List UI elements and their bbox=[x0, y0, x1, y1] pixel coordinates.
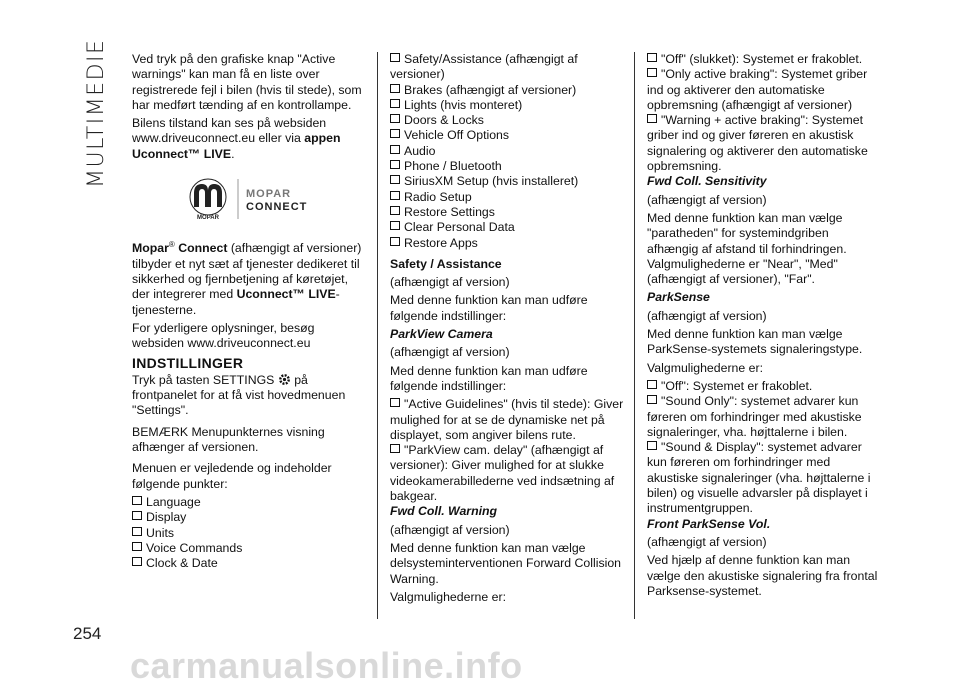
bullet-box-icon bbox=[132, 511, 142, 520]
list-item: "Sound & Display": systemet advarer kun føreren om forhindringer med akustiske signaleringer (vha. højttalerne i bilen) og visuelle advarsler på displayet i instrumentgruppen. bbox=[647, 440, 871, 516]
subheading: ParkSense bbox=[647, 290, 710, 305]
bullet-box-icon bbox=[647, 53, 657, 62]
list-item: Voice Commands bbox=[132, 541, 362, 556]
column-divider bbox=[634, 52, 635, 619]
list-item: "Off" (slukket): Systemet er frakoblet. bbox=[647, 52, 882, 67]
list-item: Units bbox=[132, 526, 362, 541]
list-item: Phone / Bluetooth bbox=[390, 159, 625, 174]
paragraph: (afhængigt af version) bbox=[647, 308, 767, 323]
bullet-box-icon bbox=[390, 114, 400, 123]
bullet-box-icon bbox=[647, 395, 657, 404]
bullet-box-icon bbox=[647, 68, 657, 77]
bullet-box-icon bbox=[132, 527, 142, 536]
bullet-box-icon bbox=[647, 380, 657, 389]
list-item: Radio Setup bbox=[390, 190, 625, 205]
bullet-box-icon bbox=[647, 441, 657, 450]
column-2 bbox=[390, 52, 625, 608]
bullet-box-icon bbox=[390, 237, 400, 246]
paragraph: Bilens tilstand kan ses på websiden www.driveuconnect.eu eller via appen Uconnect™ LIVE. bbox=[132, 116, 341, 161]
paragraph: Mopar® Connect (afhængigt af versioner) tilbyder et nyt sæt af tjenester dedikeret til sikkerhed og fjernbetjening af køretøjet, der integrerer med Uconnect™ LIVE-tjenesterne. bbox=[132, 240, 362, 317]
list-item: "Active Guidelines" (hvis til stede): Giver mulighed for at se de dynamiske net på displayet, som angiver bilens rute. bbox=[390, 397, 624, 442]
paragraph: Med denne funktion kan man vælge delsysteminterventionen Forward Collision Warning. bbox=[390, 540, 622, 586]
subheading: ParkView Camera bbox=[390, 327, 493, 342]
paragraph: Med denne funktion kan man vælge "paratheden" for systemindgriben afhængig af afstand til forhindringen. Valgmulighederne er "Near", "Med" (afhængigt af versioner), "Far". bbox=[647, 210, 847, 287]
list-item: Vehicle Off Options bbox=[390, 128, 625, 143]
paragraph: (afhængigt af version) bbox=[390, 345, 510, 360]
list-item: Clock & Date bbox=[132, 556, 362, 571]
paragraph: Valgmulighederne er: bbox=[390, 589, 506, 604]
menu-list bbox=[132, 495, 362, 571]
paragraph: For yderligere oplysninger, besøg websiden www.driveuconnect.eu bbox=[132, 320, 315, 351]
paragraph: Valgmulighederne er: bbox=[647, 360, 763, 375]
list-item: Doors & Locks bbox=[390, 113, 625, 128]
bullet-box-icon bbox=[390, 175, 400, 184]
subheading: Fwd Coll. Sensitivity bbox=[647, 174, 767, 189]
bullet-box-icon bbox=[132, 557, 142, 566]
list-item: Clear Personal Data bbox=[390, 220, 625, 235]
subheading: Fwd Coll. Warning bbox=[390, 504, 498, 519]
list-item: Brakes (afhængigt af versioner) bbox=[390, 83, 625, 98]
list-item: Lights (hvis monteret) bbox=[390, 98, 625, 113]
note: BEMÆRK Menupunkternes visning afhænger af versionen. bbox=[132, 424, 325, 455]
paragraph: Med denne funktion kan man vælge ParkSense-systemets signaleringstype. bbox=[647, 327, 863, 357]
paragraph: (afhængigt af version) bbox=[647, 192, 767, 207]
chapter-title: MULTIMEDIE bbox=[84, 38, 109, 188]
paragraph: Med denne funktion kan man udføre følgende indstillinger: bbox=[390, 363, 588, 393]
subheading: Safety / Assistance bbox=[390, 256, 502, 271]
settings-gear-icon bbox=[278, 373, 291, 386]
list-item: "ParkView cam. delay" (afhængigt af versioner): Giver mulighed for at slukke videokamerabillederne ved indsætning af bakgear. bbox=[390, 443, 615, 504]
mopar-connect-logo bbox=[184, 177, 324, 223]
list-item: Display bbox=[132, 510, 362, 525]
column-3 bbox=[647, 52, 882, 602]
menu-list bbox=[390, 52, 625, 251]
paragraph: (afhængigt af version) bbox=[647, 534, 767, 549]
bullet-box-icon bbox=[132, 542, 142, 551]
column-1 bbox=[132, 52, 362, 571]
paragraph: Med denne funktion kan man udføre følgende indstillinger: bbox=[390, 293, 588, 323]
bullet-box-icon bbox=[390, 145, 400, 154]
list-item: Restore Settings bbox=[390, 205, 625, 220]
paragraph: (afhængigt af version) bbox=[390, 275, 510, 290]
list-item: SiriusXM Setup (hvis installeret) bbox=[390, 174, 625, 189]
subheading: Front ParkSense Vol. bbox=[647, 516, 771, 531]
list-item: Language bbox=[132, 495, 362, 510]
bullet-box-icon bbox=[390, 84, 400, 93]
bullet-box-icon bbox=[390, 206, 400, 215]
list-item: Audio bbox=[390, 144, 625, 159]
bullet-box-icon bbox=[390, 160, 400, 169]
watermark: carmanualsonline.info bbox=[130, 645, 523, 686]
logo-text-mopar: MOPAR bbox=[246, 188, 292, 201]
list-item: "Only active braking": Systemet griber ind og aktiverer den automatiske opbremsning (afhængigt af versioner) bbox=[647, 67, 868, 112]
bullet-box-icon bbox=[390, 99, 400, 108]
paragraph: Menuen er vejledende og indeholder følgende punkter: bbox=[132, 461, 332, 491]
logo-small-text: MOPAR bbox=[197, 215, 219, 222]
bullet-box-icon bbox=[390, 191, 400, 200]
paragraph: Tryk på tasten SETTINGS på frontpanelet for at få vist hovedmenuen "Settings". bbox=[132, 372, 346, 418]
paragraph: Ved tryk på den grafiske knap "Active warnings" kan man få en liste over registrerede fejl i bilen (hvis til stede), som har medført tænding af en kontrollampe. bbox=[132, 52, 362, 112]
bullet-box-icon bbox=[390, 221, 400, 230]
bullet-box-icon bbox=[390, 444, 400, 453]
paragraph: Ved hjælp af denne funktion kan man vælge den akustiske signalering fra frontal Parksense-systemet. bbox=[647, 553, 878, 598]
logo-text-connect: CONNECT bbox=[246, 201, 308, 214]
column-divider bbox=[377, 52, 378, 619]
bullet-box-icon bbox=[390, 129, 400, 138]
bullet-box-icon bbox=[132, 496, 142, 505]
list-item: "Off": Systemet er frakoblet. bbox=[647, 379, 882, 394]
paragraph: (afhængigt af version) bbox=[390, 522, 510, 537]
bullet-box-icon bbox=[390, 53, 400, 62]
list-item: Safety/Assistance (afhængigt af versioner) bbox=[390, 52, 578, 82]
list-item: Restore Apps bbox=[390, 236, 625, 251]
bullet-box-icon bbox=[390, 398, 400, 407]
list-item: "Sound Only": systemet advarer kun føreren om forhindringer med akustiske signaleringer, vha. højttalerne i bilen. bbox=[647, 394, 862, 439]
bullet-box-icon bbox=[647, 114, 657, 123]
page-number: 254 bbox=[73, 624, 102, 643]
list-item: "Warning + active braking": Systemet griber ind og giver føreren en akustisk signalering og aktiverer den automatiske opbremsning. bbox=[647, 113, 868, 174]
section-heading: INDSTILLINGER bbox=[132, 354, 244, 371]
